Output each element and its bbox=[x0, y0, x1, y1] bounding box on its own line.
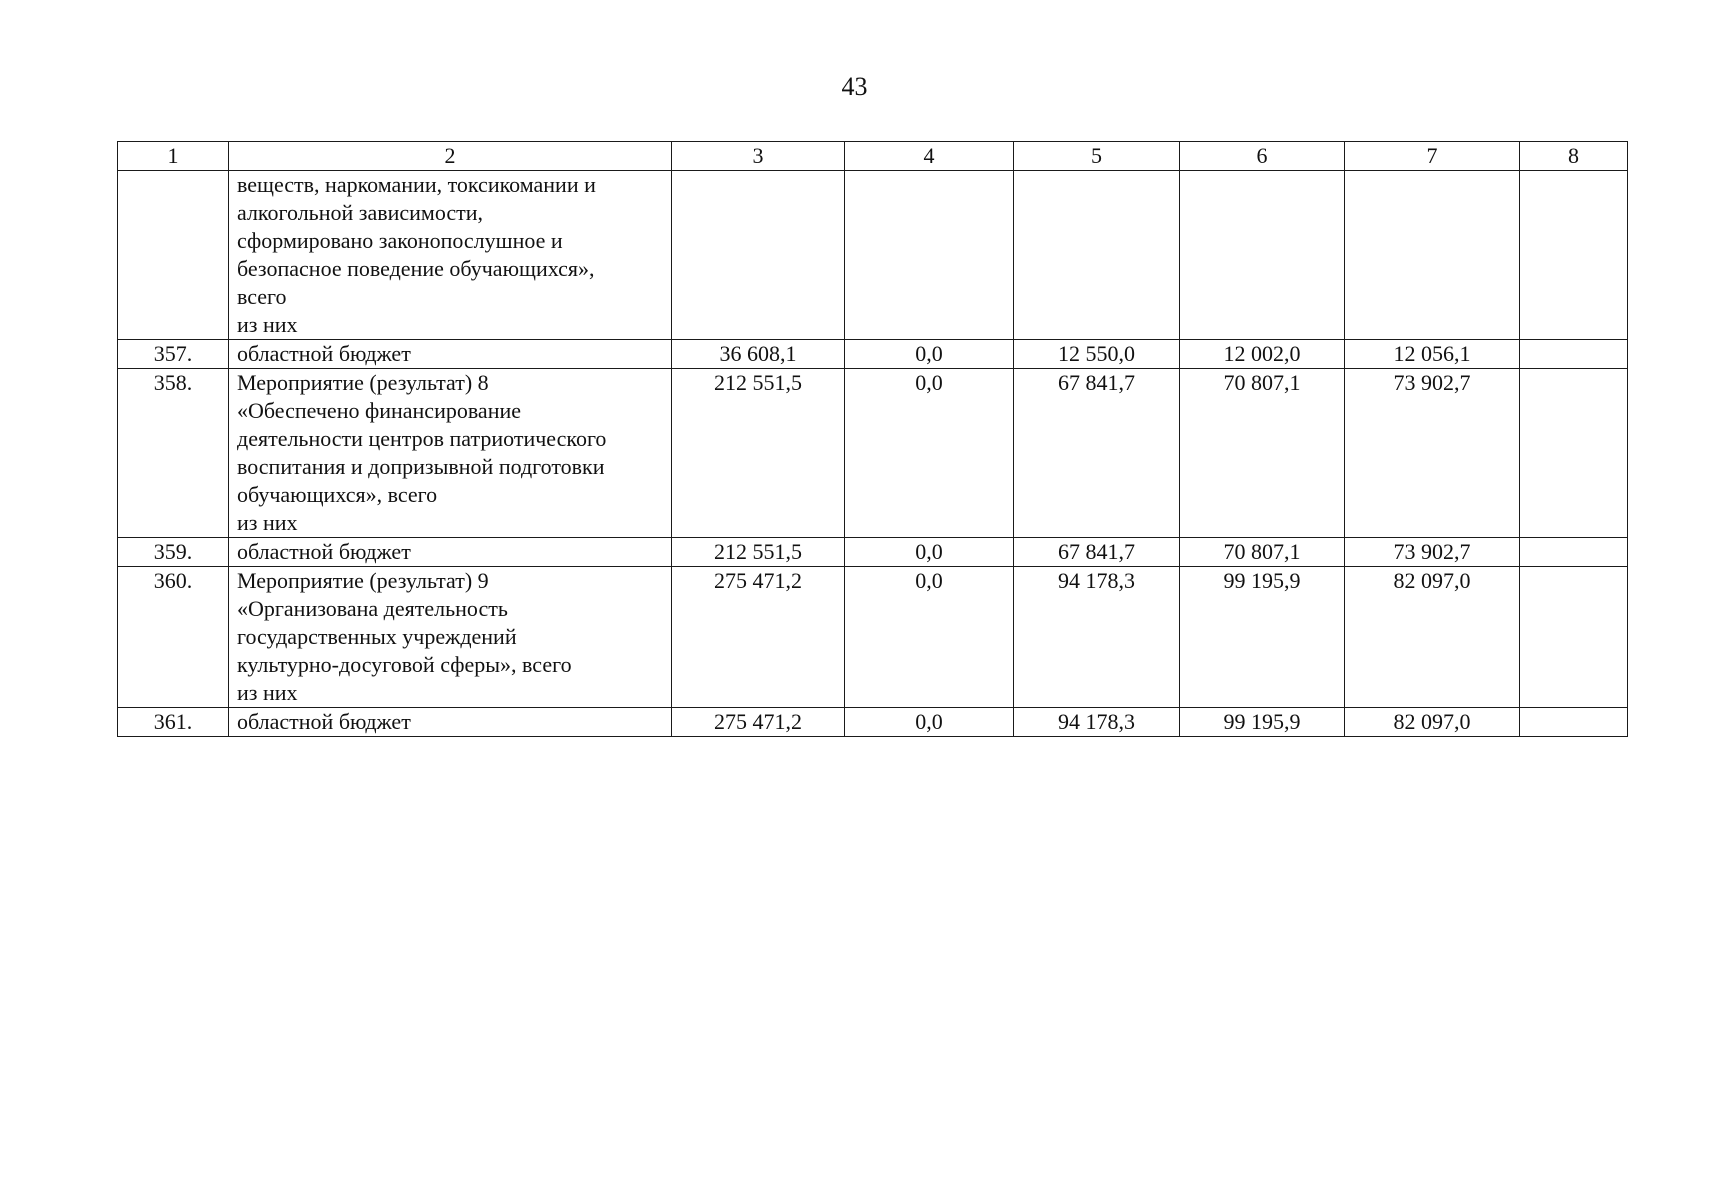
table-row bbox=[118, 708, 1628, 737]
value-col-6: 99 195,9 bbox=[1180, 708, 1345, 737]
table-row bbox=[118, 369, 1628, 538]
value-col-8 bbox=[1520, 708, 1628, 737]
column-header-1: 1 bbox=[118, 142, 229, 171]
description-line: областной бюджет bbox=[237, 709, 411, 734]
value-col-8 bbox=[1520, 567, 1628, 708]
value-col-7: 82 097,0 bbox=[1345, 567, 1520, 708]
value-col-5: 67 841,7 bbox=[1014, 538, 1180, 567]
column-header-3: 3 bbox=[672, 142, 845, 171]
row-description bbox=[229, 708, 672, 737]
value-col-5: 94 178,3 bbox=[1014, 708, 1180, 737]
value-col-3: 36 608,1 bbox=[672, 340, 845, 369]
value-col-8 bbox=[1520, 171, 1628, 340]
value-col-6 bbox=[1180, 171, 1345, 340]
row-number: 359. bbox=[118, 538, 229, 567]
description-line: из них bbox=[237, 312, 298, 337]
row-number: 361. bbox=[118, 708, 229, 737]
description-line: Мероприятие (результат) 9 bbox=[237, 568, 489, 593]
description-line: «Организована деятельность bbox=[237, 596, 508, 621]
row-description bbox=[229, 171, 672, 340]
header-row bbox=[118, 142, 1628, 171]
description-line: деятельности центров патриотического bbox=[237, 426, 607, 451]
description-line: государственных учреждений bbox=[237, 624, 517, 649]
description-line: Мероприятие (результат) 8 bbox=[237, 370, 489, 395]
value-col-4 bbox=[845, 171, 1014, 340]
description-line: веществ, наркомании, токсикомании и bbox=[237, 172, 596, 197]
value-col-6: 99 195,9 bbox=[1180, 567, 1345, 708]
value-col-8 bbox=[1520, 369, 1628, 538]
description-line: областной бюджет bbox=[237, 341, 411, 366]
value-col-5: 94 178,3 bbox=[1014, 567, 1180, 708]
value-col-7: 73 902,7 bbox=[1345, 538, 1520, 567]
description-line: воспитания и допризывной подготовки bbox=[237, 454, 605, 479]
value-col-7 bbox=[1345, 171, 1520, 340]
row-description bbox=[229, 538, 672, 567]
page-number: 43 bbox=[841, 72, 868, 101]
value-col-3: 275 471,2 bbox=[672, 567, 845, 708]
column-header-2: 2 bbox=[229, 142, 672, 171]
budget-table bbox=[117, 141, 1628, 737]
description-line: из них bbox=[237, 680, 298, 705]
value-col-8 bbox=[1520, 538, 1628, 567]
value-col-5 bbox=[1014, 171, 1180, 340]
row-number: 357. bbox=[118, 340, 229, 369]
row-number bbox=[118, 171, 229, 340]
value-col-3 bbox=[672, 171, 845, 340]
value-col-7: 73 902,7 bbox=[1345, 369, 1520, 538]
value-col-4: 0,0 bbox=[845, 340, 1014, 369]
table-row bbox=[118, 538, 1628, 567]
column-header-8: 8 bbox=[1520, 142, 1628, 171]
value-col-6: 70 807,1 bbox=[1180, 538, 1345, 567]
description-line: всего bbox=[237, 284, 287, 309]
column-header-6: 6 bbox=[1180, 142, 1345, 171]
value-col-4: 0,0 bbox=[845, 369, 1014, 538]
value-col-4: 0,0 bbox=[845, 538, 1014, 567]
row-number: 358. bbox=[118, 369, 229, 538]
description-line: безопасное поведение обучающихся», bbox=[237, 256, 595, 281]
row-description bbox=[229, 567, 672, 708]
row-description bbox=[229, 369, 672, 538]
value-col-3: 212 551,5 bbox=[672, 538, 845, 567]
value-col-8 bbox=[1520, 340, 1628, 369]
column-header-5: 5 bbox=[1014, 142, 1180, 171]
description-line: «Обеспечено финансирование bbox=[237, 398, 522, 423]
value-col-7: 12 056,1 bbox=[1345, 340, 1520, 369]
description-line: культурно-досуговой сферы», всего bbox=[237, 652, 572, 677]
column-header-7: 7 bbox=[1345, 142, 1520, 171]
value-col-3: 212 551,5 bbox=[672, 369, 845, 538]
row-description bbox=[229, 340, 672, 369]
column-header-4: 4 bbox=[845, 142, 1014, 171]
table-row bbox=[118, 171, 1628, 340]
description-line: сформировано законопослушное и bbox=[237, 228, 563, 253]
value-col-6: 70 807,1 bbox=[1180, 369, 1345, 538]
value-col-6: 12 002,0 bbox=[1180, 340, 1345, 369]
value-col-4: 0,0 bbox=[845, 567, 1014, 708]
value-col-4: 0,0 bbox=[845, 708, 1014, 737]
description-line: областной бюджет bbox=[237, 539, 411, 564]
value-col-3: 275 471,2 bbox=[672, 708, 845, 737]
description-line: из них bbox=[237, 510, 298, 535]
value-col-5: 67 841,7 bbox=[1014, 369, 1180, 538]
row-number: 360. bbox=[118, 567, 229, 708]
description-line: обучающихся», всего bbox=[237, 482, 438, 507]
table-row bbox=[118, 567, 1628, 708]
value-col-5: 12 550,0 bbox=[1014, 340, 1180, 369]
value-col-7: 82 097,0 bbox=[1345, 708, 1520, 737]
table-row bbox=[118, 340, 1628, 369]
description-line: алкогольной зависимости, bbox=[237, 200, 484, 225]
